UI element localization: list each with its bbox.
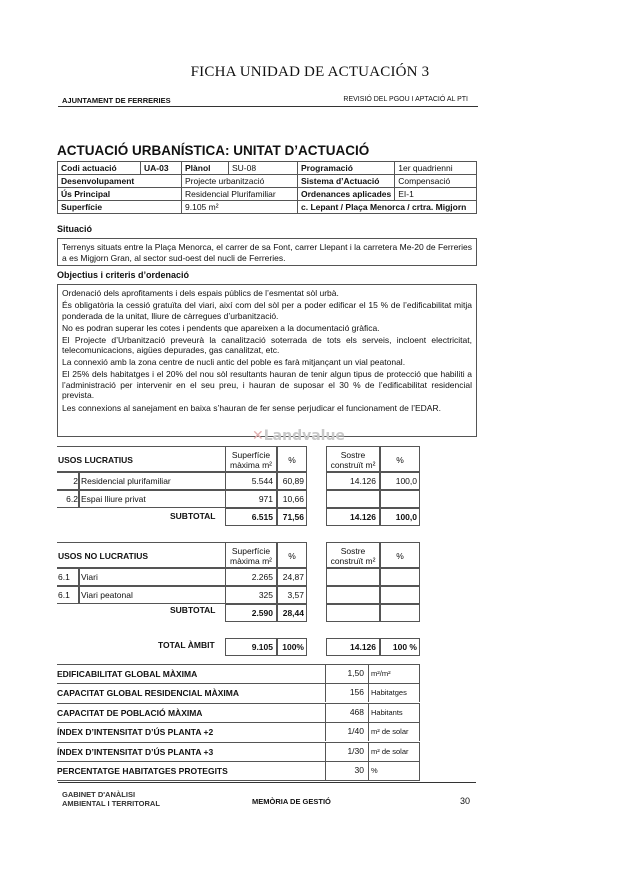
total-sup: 9.105 (225, 638, 277, 656)
planol-value: SU-08 (229, 162, 298, 175)
situacio-carrer: c. Lepant / Plaça Menorca / crtra. Migjorn (298, 201, 477, 214)
document-title: FICHA UNIDAD DE ACTUACIÓN 3 (190, 64, 430, 80)
lucratius-row-code: 2 (57, 472, 79, 490)
indicator-value: 156 (325, 683, 369, 702)
section-title: ACTUACIÓ URBANÍSTICA: UNITAT D’ACTUACIÓ (57, 143, 370, 158)
lucratius-col-pct2: % (380, 446, 420, 472)
no-lucratius-row-code: 6.1 (57, 568, 79, 586)
objectiu-paragraph: Les connexions al sanejament en baixa s’hauran de fer sense perjudicar el funcionament de l’EDAR. (62, 402, 441, 413)
codi-label: Codi actuació (58, 162, 141, 175)
no-lucratius-row-name: Viari (79, 568, 225, 586)
lucratius-row-sostre: 14.126 (326, 472, 380, 490)
sistema-value: Compensació (395, 175, 477, 188)
no-lucratius-row-sostre (326, 586, 380, 604)
no-lucratius-subtotal-sup: 2.590 (225, 604, 277, 622)
lucratius-subtotal-pct2: 100,0 (380, 508, 420, 526)
info-table (57, 161, 477, 214)
lucratius-row-pct: 10,66 (277, 490, 307, 508)
lucratius-row-pct2: 100,0 (380, 472, 420, 490)
indicator-unit: m²/m² (371, 665, 420, 683)
objectiu-paragraph: No es podran superar les cotes i pendents que apareixen a la documentació gràfica. (62, 322, 380, 333)
lucratius-col-sup: Superfície màxima m² (225, 446, 277, 472)
indicator-row (57, 684, 420, 703)
no-lucratius-subtotal-label: SUBTOTAL (170, 605, 216, 615)
indicator-row (57, 723, 420, 742)
page-number: 30 (460, 796, 471, 806)
indicator-label: CAPACITAT DE POBLACIÓ MÀXIMA (57, 707, 203, 718)
lucratius-col-sostre: Sostre construït m² (326, 446, 380, 472)
no-lucratius-row-pct2 (380, 568, 420, 586)
footer-center: MEMÒRIA DE GESTIÓ (252, 797, 331, 806)
total-pct2: 100 % (380, 638, 420, 656)
lucratius-row-name: Espai lliure privat (79, 490, 225, 508)
indicator-value: 1/30 (325, 742, 369, 761)
ordenances-label: Ordenances aplicades (298, 188, 395, 201)
lucratius-subtotal-sup: 6.515 (225, 508, 277, 526)
lucratius-title: USOS LUCRATIUS (57, 446, 225, 472)
no-lucratius-col-pct: % (277, 542, 307, 568)
watermark-logo: ✕Landvalue (252, 428, 345, 444)
objectius-label: Objectius i criteris d’ordenació (57, 270, 190, 280)
objectius-box (57, 284, 477, 437)
footer-left-line1: GABINET D'ANÀLISI (62, 790, 136, 799)
lucratius-row-pct: 60,89 (277, 472, 307, 490)
lucratius-subtotal-sostre: 14.126 (326, 508, 380, 526)
indicator-unit: m² de solar (371, 723, 420, 741)
lucratius-row-code: 6.2 (57, 490, 79, 508)
lucratius-row-name: Residencial plurifamiliar (79, 472, 225, 490)
indicator-value: 30 (325, 761, 369, 780)
indicator-value: 1,50 (325, 664, 369, 683)
indicator-label: PERCENTATGE HABITATGES PROTEGITS (57, 765, 228, 776)
indicator-label: CAPACITAT GLOBAL RESIDENCIAL MÀXIMA (57, 688, 239, 699)
lucratius-col-pct: % (277, 446, 307, 472)
situacio-label: Situació (57, 224, 93, 234)
indicator-label: ÍNDEX D’INTENSITAT D’ÚS PLANTA +2 (57, 727, 214, 738)
objectiu-paragraph: El 25% dels habitatges i el 20% del nou sòl resultants hauran de tenir algun tipus de protecció que habiliti a l’administració per intervenir en el seu preu, i hauran de suposar el 30 % de l’edificabilitat residencial prevista. (62, 369, 472, 401)
programacio-value: 1er quadrienni (395, 162, 477, 175)
lucratius-row-pct2 (380, 490, 420, 508)
indicators-table (57, 664, 420, 781)
codi-value: UA-03 (141, 162, 182, 175)
no-lucratius-title: USOS NO LUCRATIUS (57, 542, 225, 568)
sistema-label: Sistema d’Actuació (298, 175, 395, 188)
indicator-unit: Habitatges (371, 684, 420, 702)
ordenances-value: EI-1 (395, 188, 477, 201)
lucratius-row-sup: 5.544 (225, 472, 277, 490)
no-lucratius-row-sup: 325 (225, 586, 277, 604)
lucratius-subtotal-pct: 71,56 (277, 508, 307, 526)
no-lucratius-row-pct2 (380, 586, 420, 604)
programacio-label: Programació (298, 162, 395, 175)
header-left: AJUNTAMENT DE FERRERIES (62, 96, 171, 105)
no-lucratius-col-pct2: % (380, 542, 420, 568)
lucratius-row-sostre (326, 490, 380, 508)
indicator-unit: m² de solar (371, 743, 420, 761)
footer-logo (62, 790, 160, 808)
no-lucratius-row-pct: 24,87 (277, 568, 307, 586)
indicator-value: 468 (325, 703, 369, 722)
total-pct: 100% (277, 638, 307, 656)
no-lucratius-subtotal-pct: 28,44 (277, 604, 307, 622)
no-lucratius-col-sup: Superfície màxima m² (225, 542, 277, 568)
total-sostre: 14.126 (326, 638, 380, 656)
indicator-value: 1/40 (325, 722, 369, 741)
indicator-row (57, 743, 420, 762)
lucratius-row-sup: 971 (225, 490, 277, 508)
situacio-box (57, 238, 477, 266)
indicator-label: EDIFICABILITAT GLOBAL MÀXIMA (57, 669, 198, 679)
desenv-value: Projecte urbanització (182, 175, 298, 188)
header-right: REVISIÓ DEL PGOU I APTACIÓ AL PTI (343, 96, 468, 103)
indicator-row (57, 762, 420, 781)
total-label: TOTAL ÀMBIT (158, 640, 215, 650)
footer-rule (58, 782, 476, 783)
superficie-value: 9.105 m² (182, 201, 298, 214)
indicator-row (57, 664, 420, 684)
no-lucratius-row-code: 6.1 (57, 586, 79, 604)
footer-left-line2: AMBIENTAL I TERRITORAL (62, 799, 160, 808)
no-lucratius-row-name: Viari peatonal (79, 586, 225, 604)
no-lucratius-row-sup: 2.265 (225, 568, 277, 586)
indicator-unit: % (371, 762, 420, 780)
superficie-label: Superfície (58, 201, 182, 214)
no-lucratius-col-sostre: Sostre construït m² (326, 542, 380, 568)
lucratius-subtotal-label: SUBTOTAL (170, 511, 216, 521)
no-lucratius-row-sostre (326, 568, 380, 586)
no-lucratius-subtotal-sostre (326, 604, 380, 622)
situacio-text: Terrenys situats entre la Plaça Menorca, el carrer de sa Font, carrer Llepant i la carretera Me-20 de Ferreries a es Migjorn Gran, al sector sud-oest del nucli de Ferreries. (62, 242, 472, 263)
objectiu-paragraph: El Projecte d’Urbanització preveurà la canalització soterrada de tots els serveis, incloent electricitat, telecomunicacions, aigües depurades, gas canalitzat, etc. (62, 334, 472, 356)
objectiu-paragraph: La connexió amb la zona centre de nucli antic del poble es farà mitjançant un vial peatonal. (62, 357, 406, 368)
indicator-label: ÍNDEX D’INTENSITAT D’ÚS PLANTA +3 (57, 746, 214, 757)
desenv-label: Desenvolupament (58, 175, 182, 188)
x-icon: ✕ (252, 428, 264, 444)
indicator-unit: Habitants (371, 704, 420, 722)
objectiu-paragraph: Ordenació dels aprofitaments i dels espais públics de l’esmentat sòl urbà. (62, 288, 339, 298)
us-label: Ús Principal (58, 188, 182, 201)
no-lucratius-subtotal-pct2 (380, 604, 420, 622)
indicator-row (57, 704, 420, 723)
us-value: Residencial Plurifamiliar (182, 188, 298, 201)
no-lucratius-row-pct: 3,57 (277, 586, 307, 604)
objectiu-paragraph: És obligatòria la cessió gratuïta del viari, així com del sòl per a poder edificar el 15 % de l’edificabilitat mitja ponderada de la unitat, lliure de càrregues d’urbanització. (62, 300, 472, 321)
header-rule (58, 106, 478, 107)
planol-label: Plànol (182, 162, 229, 175)
